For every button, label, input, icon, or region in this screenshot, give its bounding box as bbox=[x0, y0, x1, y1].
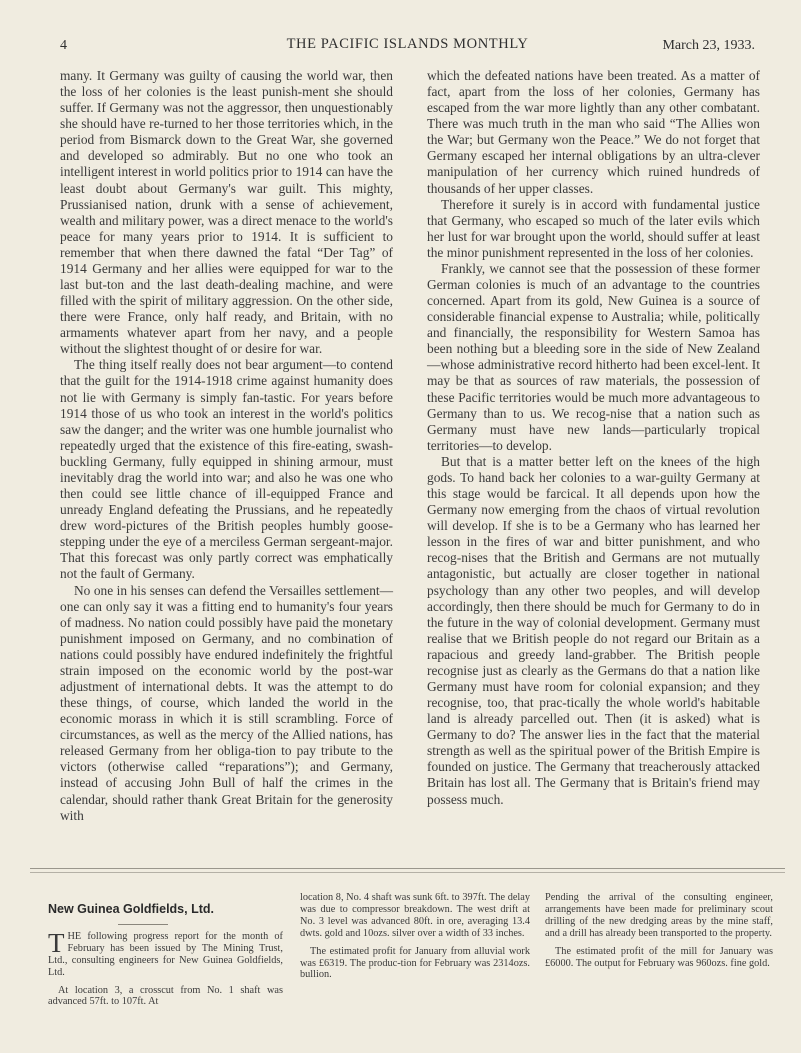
paragraph: which the defeated nations have been treated. As a matter of fact, apart from the loss of her colonies, Germany has escaped from the war more lightly than any other combatant. There was much truth in the man who said “The Allies won the War; but Germany won the Peace.” We do not forget that Germany escaped her internal obligations by an ultra-clever manipulation of her currency which ruined hundreds of thousands of her upper classes. bbox=[427, 68, 760, 196]
article-column-right bbox=[427, 68, 760, 808]
paragraph: Pending the arrival of the consulting engineer, arrangements have been made for preliminary scout drilling of the new dredging areas by the mine staff, and a drill has already been transported to the property. bbox=[545, 892, 773, 939]
publication-title: THE PACIFIC ISLANDS MONTHLY bbox=[286, 36, 529, 52]
paragraph bbox=[48, 927, 283, 979]
goldfields-column-2 bbox=[300, 892, 530, 981]
article-column-left bbox=[60, 68, 393, 824]
issue-date: March 23, 1933. bbox=[662, 38, 755, 53]
paragraph: But that is a matter better left on the knees of the high gods. To hand back her colonies to a war-guilty Germany at this stage would be farcical. It all depends upon how the Germany now emerging from the chaos of virtual revolution will develop. If she is to be a Germany who has learned her lesson in the fires of war and bitter punishment, and who recog-nises that the British and Germans are not mutually antagonistic, but actually are closer together in national psychology than any other two peoples, and will develop accordingly, then there should be much for Germany to do in the future in the way of colonial development. Germany must realise that we British people do not regard our Britain as a rapacious and greedy land-grabber. The British people recognise just as clearly as the Germans do that a nation like Germany must have room for colonial expansion; and they recognise, too, that prac-tically the whole world's habitable land is already parcelled out. Then (it is asked) what is Germany to do? The answer lies in the fact that the material strength as well as the spiritual power of the British Empire is founded on justice. The Germany that treacherously attacked Britain has lost all. The Germany that is Britain's friend may possess much. bbox=[427, 453, 760, 807]
goldfields-column-3 bbox=[545, 892, 773, 969]
section-divider bbox=[30, 872, 785, 873]
paragraph: Frankly, we cannot see that the possession of these former German colonies is much of an advantage to the countries concerned. Apart from its gold, New Guinea is a source of considerable financial expense to Australia; while, politically and financially, the responsibility for Western Samoa has been nothing but a bleeding sore in the side of New Zealand—whose administrative record hitherto had been excel-lent. It may be that as sources of raw materials, the possession of these Pacific territories would be much more advantageous to Germany than to us. We recog-nise that a nation such as Germany must have new lands—particularly tropical territories—to develop. bbox=[427, 260, 760, 453]
drop-cap: T bbox=[48, 927, 65, 958]
paragraph: The thing itself really does not bear argument—to contend that the guilt for the 1914-1918 crime against humanity does not lie with Germany is simply fan-tastic. For years before 1914 those of us who took an interest in the world's politics saw the danger; and the writer was one humble journalist who repeatedly urged that the existence of this fire-eating, swash-buckling Germany, fully equipped in shining armour, must inevitably drag the world into war; and also he was one who then could see little chance of ill-equipped France and unready England defeating the Prussians, and he repeatedly drew word-pictures of the British peoples humbly goose-stepping under the eye of a merciless German sergeant-major. That this forecast was only partly correct was emphatically not the fault of Germany. bbox=[60, 357, 393, 582]
paragraph: location 8, No. 4 shaft was sunk 6ft. to 397ft. The delay was due to compressor breakdown. The west drift at No. 3 level was advanced 80ft. in ore, averaging 13.4 dwts. gold and 10ozs. silver over a width of 33 inches. bbox=[300, 892, 530, 939]
paragraph: The estimated profit for January from alluvial work was £6319. The produc-tion for February was 2314ozs. bullion. bbox=[300, 945, 530, 981]
paragraph: The estimated profit of the mill for January was £6000. The output for February was 960ozs. fine gold. bbox=[545, 945, 773, 969]
title-rule bbox=[118, 924, 168, 925]
page-number: 4 bbox=[60, 38, 67, 53]
paragraph-text: HE following progress report for the month of February has been issued by The Mining Trust, Ltd., consulting engineers for New Guinea Goldfields, Ltd. bbox=[48, 930, 283, 978]
goldfields-article-title: New Guinea Goldfields, Ltd. bbox=[48, 902, 214, 916]
paragraph: No one in his senses can defend the Versailles settlement—one can only say it was a fitting end to humanity's four years of madness. No nation could possibly have paid the monetary punishment imposed on Germany, and no combination of nations could possibly have endured indefinitely the frightful strain imposed on the economic world by the post-war adjustment of international debts. It was the attempt to do these things, of course, which landed the world in the economic morass in which it is still scrambling. Force of circumstances, as well as the mercy of the Allied nations, has released Germany from her obliga-tion to pay tribute to the victors (otherwise called “reparations”); and Germany, instead of accusing John Bull of half the crimes in the calendar, should rather thank Great Britain for the generosity with bbox=[60, 582, 393, 823]
section-divider bbox=[30, 868, 785, 869]
paragraph: Therefore it surely is in accord with fundamental justice that Germany, who escaped so much of the later evils which her lust for war brought upon the world, should suffer at least the minor punishment represented in the loss of her colonies. bbox=[427, 196, 760, 260]
paragraph: At location 3, a crosscut from No. 1 shaft was advanced 57ft. to 107ft. At bbox=[48, 984, 283, 1008]
paragraph: many. It Germany was guilty of causing the world war, then the loss of her colonies is the least punish-ment she should suffer. If Germany was not the aggressor, then unquestionably she should have re-turned to her those territories which, in the period from Bismarck down to the Great War, she governed and developed so admirably. But no one who took an intelligent interest in world politics prior to 1914 can have the least doubt about Germany's war guilt. This mighty, Prussianised nation, drunk with a sense of achievement, wealth and military power, was a direct menace to the world's peace for many years prior to 1914. It is sufficient to remember that when there dawned the fatal “Der Tag” of 1914 Germany and her allies were equipped for war to the last but-ton and the last death-dealing machine, and were filled with the spirit of military aggression. On the other side, there were France, only half ready, and Britain, with no armaments whatever apart from her navy, and a people without the slightest thought of or desire for war. bbox=[60, 68, 393, 357]
page-header bbox=[60, 36, 755, 60]
goldfields-column-1 bbox=[48, 892, 283, 1008]
